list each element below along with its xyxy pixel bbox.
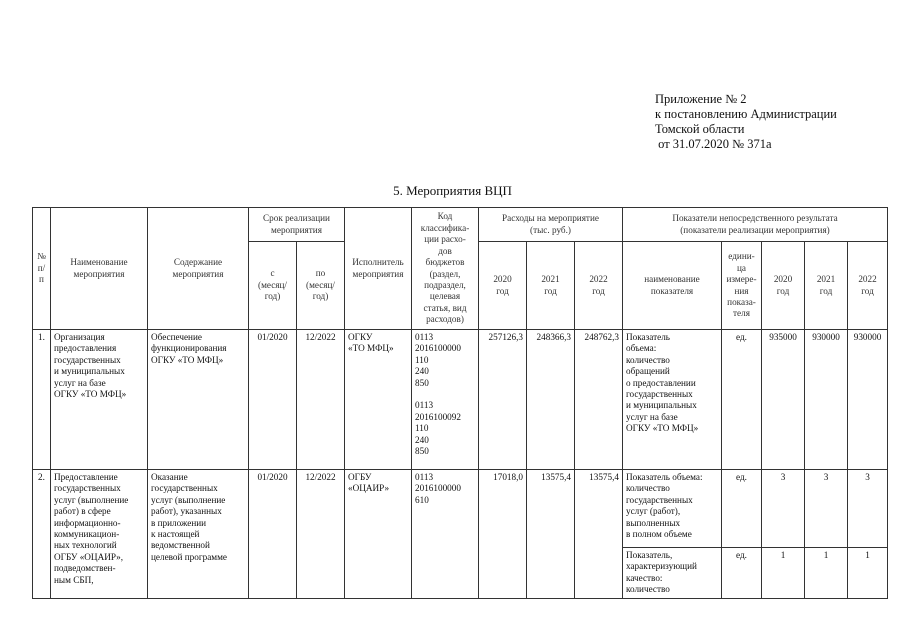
executor: ОГКУ «ТО МФЦ» xyxy=(345,330,412,470)
indicator-2020: 1 xyxy=(762,548,805,599)
period-to: 12/2022 xyxy=(297,470,345,599)
measure-name: Организация предоставления государственных и муниципальных услуг на базе ОГКУ «ТО МФЦ» xyxy=(51,330,148,470)
indicator-unit: ед. xyxy=(722,548,762,599)
header-executor: Исполнитель мероприятия xyxy=(345,208,412,330)
header-indicator-2020: 2020 год xyxy=(762,242,805,330)
expense-2022: 248762,3 xyxy=(575,330,623,470)
header-unit: едини- ца измере- ния показа- теля xyxy=(722,242,762,330)
header-from: с (месяц/ год) xyxy=(249,242,297,330)
indicator-unit: ед. xyxy=(722,470,762,548)
measure-name: Предоставление государственных услуг (выполнение работ) в сфере информационно- коммуникацион- ных технологий ОГБУ «ОЦАИР», подведомствен- ным СБП, xyxy=(51,470,148,599)
indicator-2021: 3 xyxy=(805,470,848,548)
budget-code: 0113 2016100000 110 240 850 0113 2016100092 110 240 850 xyxy=(412,330,479,470)
section-title: 5. Мероприятия ВЦП xyxy=(393,183,512,198)
header-to: по (месяц/ год) xyxy=(297,242,345,330)
header-period: Срок реализации мероприятия xyxy=(249,208,345,242)
indicator-2022: 1 xyxy=(848,548,888,599)
period-from: 01/2020 xyxy=(249,330,297,470)
measure-content: Обеспечение функционирования ОГКУ «ТО МФЦ» xyxy=(148,330,249,470)
header-indicator-2022: 2022 год xyxy=(848,242,888,330)
header-expense-2020: 2020 год xyxy=(479,242,527,330)
header-name: Наименование мероприятия xyxy=(51,208,148,330)
header-expenses: Расходы на мероприятие (тыс. руб.) xyxy=(479,208,623,242)
expense-2021: 248366,3 xyxy=(527,330,575,470)
measure-content: Оказание государственных услуг (выполнение работ), указанных в приложении к настоящей ведомственной целевой программе xyxy=(148,470,249,599)
indicator-2022: 3 xyxy=(848,470,888,548)
budget-code: 0113 2016100000 610 xyxy=(412,470,479,599)
expense-2022: 13575,4 xyxy=(575,470,623,599)
header-row-1 xyxy=(33,208,888,242)
indicator-name: Показатель, характеризующий качество: количество xyxy=(623,548,722,599)
executor: ОГБУ «ОЦАИР» xyxy=(345,470,412,599)
table-row xyxy=(33,470,888,548)
header-indicator-2021: 2021 год xyxy=(805,242,848,330)
header-expense-2021: 2021 год xyxy=(527,242,575,330)
header-indicator-name: наименование показателя xyxy=(623,242,722,330)
expense-2020: 17018,0 xyxy=(479,470,527,599)
appendix-line-4: от 31.07.2020 № 371а xyxy=(655,137,772,151)
indicator-unit: ед. xyxy=(722,330,762,470)
header-expense-2022: 2022 год xyxy=(575,242,623,330)
header-num: № п/п xyxy=(33,208,51,330)
table-row xyxy=(33,330,888,470)
expense-2020: 257126,3 xyxy=(479,330,527,470)
period-to: 12/2022 xyxy=(297,330,345,470)
indicator-2020: 3 xyxy=(762,470,805,548)
indicator-2021: 930000 xyxy=(805,330,848,470)
appendix-line-2: к постановлению Администрации xyxy=(655,107,837,121)
period-from: 01/2020 xyxy=(249,470,297,599)
header-indicators: Показатели непосредственного результата (показатели реализации мероприятия) xyxy=(623,208,888,242)
header-content: Содержание мероприятия xyxy=(148,208,249,330)
indicator-name: Показатель объема: количество государственных услуг (работ), выполненных в полном объеме xyxy=(623,470,722,548)
indicator-2020: 935000 xyxy=(762,330,805,470)
indicator-name: Показатель объема: количество обращений о предоставлении государственных и муниципальных услуг на базе ОГКУ «ТО МФЦ» xyxy=(623,330,722,470)
appendix-line-3: Томской области xyxy=(655,122,745,136)
indicator-2022: 930000 xyxy=(848,330,888,470)
row-number: 1. xyxy=(33,330,51,470)
appendix-block xyxy=(655,92,837,152)
indicator-2021: 1 xyxy=(805,548,848,599)
row-number: 2. xyxy=(33,470,51,599)
header-code: Код классифика- ции расхо- дов бюджетов (раздел, подраздел, целевая статья, вид расходов) xyxy=(412,208,479,330)
appendix-line-1: Приложение № 2 xyxy=(655,92,747,106)
expense-2021: 13575,4 xyxy=(527,470,575,599)
measures-table xyxy=(32,207,888,599)
